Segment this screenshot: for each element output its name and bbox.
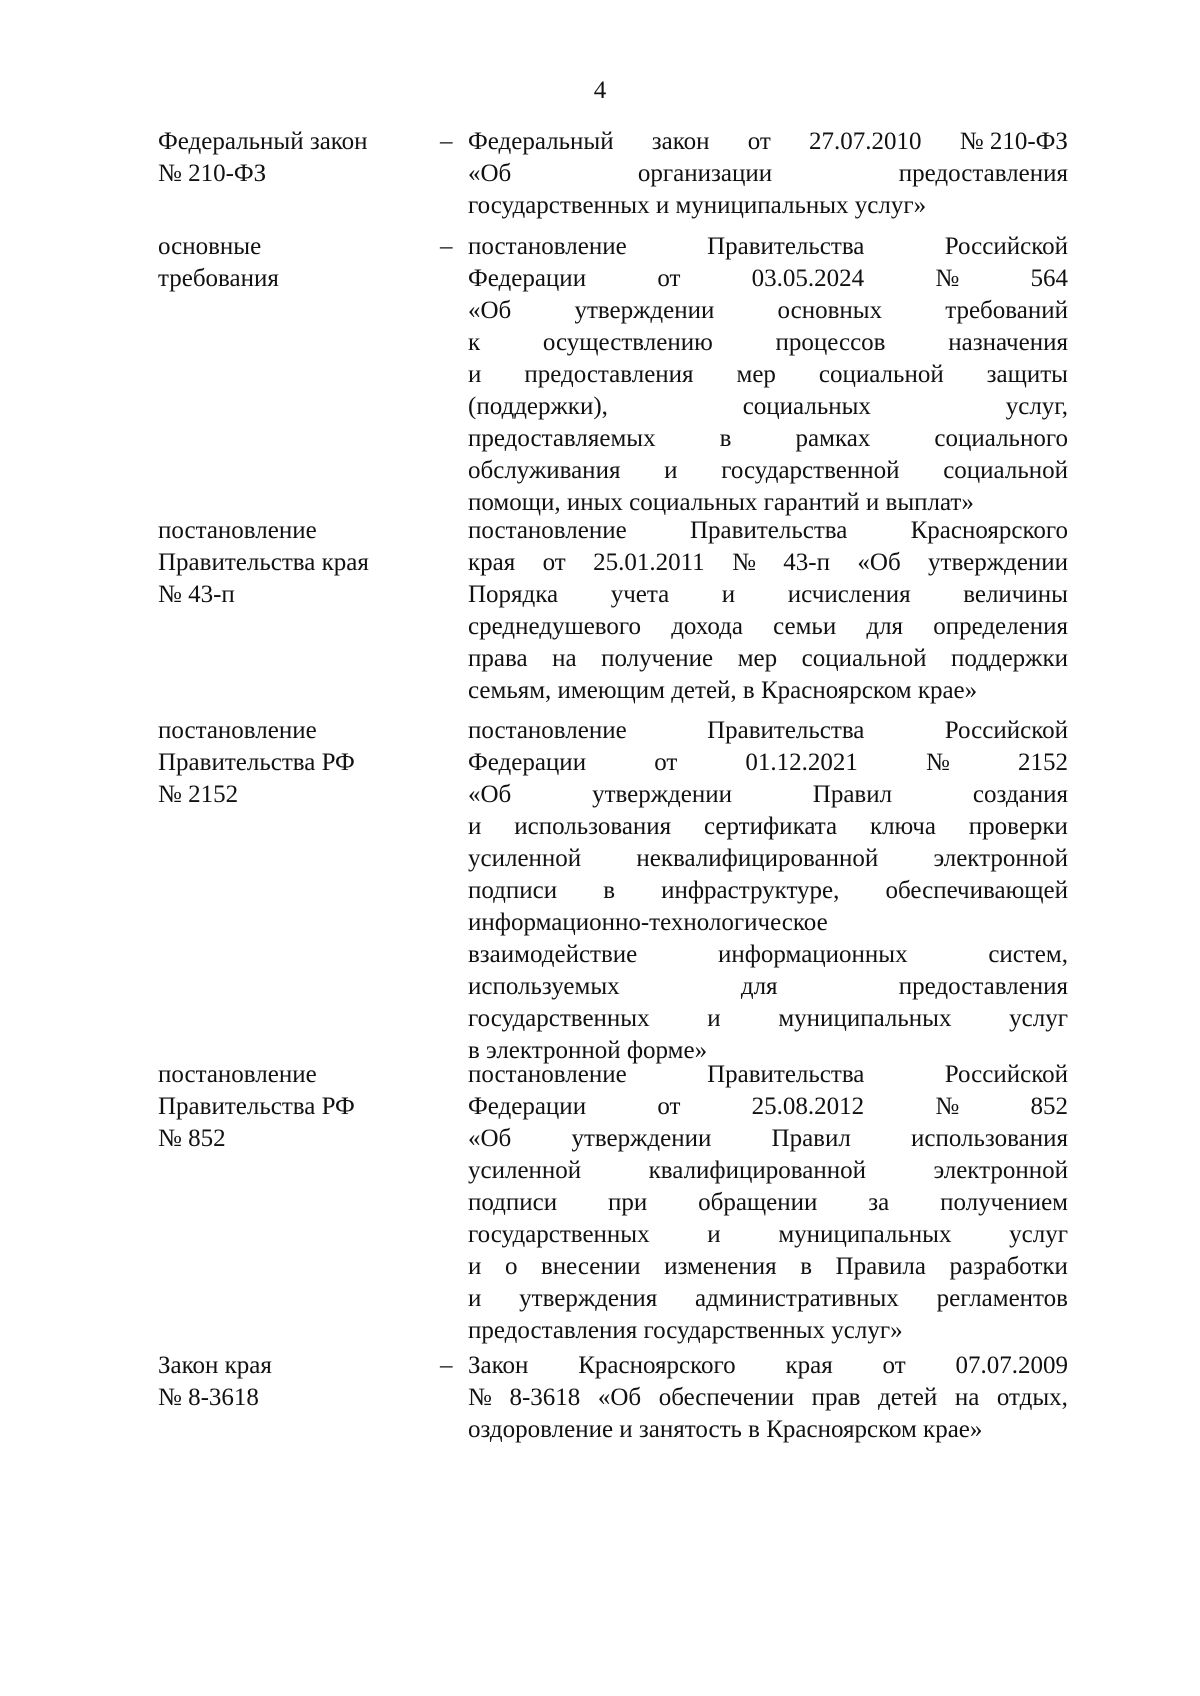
definition-word: мер [737,645,778,672]
entry-definition [468,1059,1068,1347]
definition-word: услуг [1009,1005,1068,1032]
page-number: 4 [593,77,607,104]
definition-word: на [954,1384,980,1411]
definition-word: предоставляемых [468,425,656,452]
definition-word: Правила [835,1253,926,1280]
entry-term: постановление Правительства РФ № 852 [158,1061,355,1152]
definition-word: государственных [468,1005,650,1032]
definition-word: Правил [812,781,893,808]
definition-word: административных [694,1285,899,1312]
definition-word: обеспечении [658,1384,795,1411]
definition-entry [158,126,1068,219]
definition-word: величины [963,581,1068,608]
definition-entry [158,515,1068,704]
definition-word: предоставления [898,973,1068,1000]
definition-word: и [468,1285,482,1312]
definition-word: от [654,749,678,776]
definition-entry [158,1350,1068,1443]
definition-word: 07.07.2009 [955,1352,1068,1379]
entry-dash: – [440,233,453,260]
definition-word: проверки [968,813,1068,840]
definition-line [468,811,1068,843]
definition-word: 01.12.2021 [745,749,858,776]
definition-word: в [603,877,616,904]
entry-definition [468,715,1068,1067]
definition-word: взаимодействие [468,941,638,968]
definition-word: социального [934,425,1068,452]
definition-word: основных [777,297,883,324]
definition-word: усиленной [468,845,582,872]
definition-word: и [707,1005,721,1032]
definition-word: Федеральный [468,128,614,155]
definition-line [468,1123,1068,1155]
definition-word: (поддержки), [468,393,608,420]
definition-word: усиленной [468,1157,582,1184]
entry-term: основные требования [158,233,279,292]
definition-line [468,231,1068,263]
definition-word: процессов [775,329,886,356]
definition-word: от [747,128,771,155]
definition-word: № [935,265,960,292]
definition-line [468,1155,1068,1187]
definition-line [468,1187,1068,1219]
definition-word: Правительства [707,717,865,744]
definition-word: дохода [671,613,743,640]
definition-line [468,611,1068,643]
definition-word: квалифицированной [648,1157,866,1184]
definition-line [468,643,1068,675]
definition-word: обращении [698,1189,818,1216]
definition-word: «Об [468,297,512,324]
definition-line [468,547,1068,579]
definition-word: социальной [943,457,1068,484]
definition-word: государственной [721,457,900,484]
definition-word: рамках [795,425,871,452]
definition-word: неквалифицированной [636,845,879,872]
definition-word: для [866,613,904,640]
definition-word: права [468,645,528,672]
definition-word: от [657,1093,681,1120]
definition-word: услуг, [1005,393,1068,420]
definition-word: назначения [948,329,1068,356]
definition-word: внесении [540,1253,641,1280]
definition-line [468,579,1068,611]
entry-definition [468,231,1068,519]
definition-line [468,1283,1068,1315]
definition-word: за [868,1189,890,1216]
definition-line [468,263,1068,295]
definition-word: детей [878,1384,938,1411]
definition-word: используемых [468,973,620,1000]
definition-word: защиты [986,361,1068,388]
definition-line [468,843,1068,875]
definition-word: и [468,361,482,388]
definition-text: помощи, иных социальных гарантий и выплат» [468,489,974,516]
definition-line [468,515,1068,547]
definition-line [468,1003,1068,1035]
definition-word: в [719,425,732,452]
definition-word: использования [514,813,672,840]
definition-line [468,327,1068,359]
definition-word: постановление [468,233,627,260]
definition-word: № [935,1093,960,1120]
definition-line [468,190,1068,222]
definition-word: 27.07.2010 [809,128,922,155]
definition-word: утверждении [928,549,1068,576]
definition-word: о [504,1253,518,1280]
definition-word: осуществлению [542,329,713,356]
definition-word: разработки [949,1253,1068,1280]
definition-line [468,295,1068,327]
definition-line [468,1251,1068,1283]
entry-term: Федеральный закон № 210-ФЗ [158,128,368,187]
definition-word: Российской [944,233,1068,260]
definition-word: от [882,1352,906,1379]
definition-line [468,675,1068,707]
definition-line [468,875,1068,907]
definition-word: обслуживания [468,457,621,484]
definition-word: Федерации [468,265,587,292]
definition-word: Красноярского [910,517,1068,544]
definition-word: Российской [944,1061,1068,1088]
definition-word: и [468,813,482,840]
definition-word: прав [811,1384,861,1411]
definition-line [468,423,1068,455]
definition-word: Федерации [468,749,587,776]
definition-word: от [657,265,681,292]
definition-word: постановление [468,717,627,744]
definition-word: обеспечивающей [885,877,1068,904]
definition-word: при [607,1189,648,1216]
definition-word: края [785,1352,833,1379]
definition-word: учета [610,581,670,608]
definition-word: муниципальных [778,1005,952,1032]
definition-line [468,1414,1068,1446]
definition-line [468,907,1068,939]
definition-word: № [732,549,756,576]
definition-word: использования [911,1125,1068,1152]
definition-line [468,1382,1068,1414]
definition-word: Правил [771,1125,851,1152]
definition-line [468,715,1068,747]
definition-word: подписи [468,877,558,904]
definition-word: от [542,549,566,576]
definition-word: семьи [773,613,837,640]
definition-word: «Об [597,1384,642,1411]
definition-word: Закон [468,1352,529,1379]
definition-word: исчисления [787,581,911,608]
definition-line [468,939,1068,971]
definition-word: в [800,1253,812,1280]
definition-word: «Об [468,160,512,187]
definition-word: Порядка [468,581,559,608]
definition-word: получением [940,1189,1068,1216]
definition-word: Федерации [468,1093,587,1120]
entry-term: Закон края № 8-3618 [158,1352,272,1411]
definition-text: предоставления государственных услуг» [468,1317,903,1344]
definition-word: и [664,457,678,484]
definition-word: электронной [933,1157,1068,1184]
definition-word: сертификата [704,813,838,840]
definition-word: подписи [468,1189,558,1216]
definition-word: на [552,645,577,672]
definition-line [468,391,1068,423]
definition-word: электронной [933,845,1068,872]
definition-word: Правительства [707,233,865,260]
definition-word: и [468,1253,482,1280]
definition-word: и [707,1221,721,1248]
definition-text: оздоровление и занятость в Красноярском крае» [468,1416,983,1443]
definition-text: семьям, имеющим детей, в Красноярском крае» [468,677,978,704]
entry-dash: – [440,128,453,155]
definition-word: муниципальных [778,1221,952,1248]
definition-word: социальных [742,393,871,420]
definition-word: утверждении [571,1125,712,1152]
definition-word: 43-п [783,549,831,576]
definition-word: инфраструктуре, [661,877,840,904]
definition-word: изменения [664,1253,777,1280]
definition-word: 25.01.2011 [593,549,705,576]
definition-text: в электронной форме» [468,1037,708,1064]
definition-word: предоставления [524,361,694,388]
entry-term: постановление Правительства края № 43-п [158,517,369,608]
definition-word: утверждении [574,297,715,324]
entry-definition [468,126,1068,222]
definition-line [468,1219,1068,1251]
definition-word: постановление [468,1061,627,1088]
definition-word: 852 [1030,1093,1068,1120]
definition-word: Российской [944,717,1068,744]
definition-word: социальной [801,645,927,672]
definition-word: создания [972,781,1068,808]
definition-word: «Об [857,549,901,576]
definition-word: 2152 [1017,749,1068,776]
definition-word: № [468,1384,492,1411]
definition-word: государственных [468,1221,650,1248]
definition-line [468,1091,1068,1123]
definition-word: среднедушевого [468,613,642,640]
definition-word: требований [945,297,1068,324]
definition-word: закон [651,128,710,155]
definition-line [468,1350,1068,1382]
definition-word: Правительства [690,517,848,544]
definition-word: отдых, [996,1384,1068,1411]
definition-word: 25.08.2012 [751,1093,865,1120]
definition-word: 03.05.2024 [751,265,865,292]
definition-line [468,126,1068,158]
definition-word: поддержки [950,645,1068,672]
definition-entry [158,1059,1068,1344]
definition-word: «Об [468,1125,512,1152]
definition-word: Правительства [707,1061,865,1088]
definition-line [468,971,1068,1003]
definition-word: постановление [468,517,627,544]
definition-word: 8-3618 [509,1384,581,1411]
definition-word: к [468,329,481,356]
definition-line [468,455,1068,487]
definition-line [468,779,1068,811]
definition-line [468,1315,1068,1347]
definition-line [468,1059,1068,1091]
definition-word: утверждения [519,1285,658,1312]
definition-word: 564 [1030,265,1068,292]
entry-definition [468,1350,1068,1446]
definition-word: «Об [468,781,512,808]
definition-word: мер [736,361,776,388]
definition-word: утверждении [592,781,732,808]
definition-word: № [926,749,950,776]
definition-word: № 210-ФЗ [959,128,1068,155]
definition-entry [158,231,1068,516]
definition-word: информационных [717,941,908,968]
definition-word: и [721,581,736,608]
definition-word: социальной [818,361,944,388]
definition-word: получение [601,645,714,672]
definition-word: организации [637,160,773,187]
definition-line [468,747,1068,779]
definition-text: государственных и муниципальных услуг» [468,192,927,219]
entry-dash: – [440,1352,453,1379]
definition-line [468,359,1068,391]
definition-word: предоставления [898,160,1068,187]
definition-word: услуг [1009,1221,1068,1248]
entry-term: постановление Правительства РФ № 2152 [158,717,355,808]
definition-entry [158,715,1068,1064]
definition-word: края [468,549,516,576]
definition-line [468,158,1068,190]
definition-word: ключа [869,813,936,840]
definition-word: Красноярского [578,1352,736,1379]
entry-definition [468,515,1068,707]
definition-word: определения [933,613,1068,640]
definition-word: систем, [988,941,1068,968]
definition-word: для [740,973,778,1000]
definition-word: регламентов [936,1285,1068,1312]
definition-text: информационно-технологическое [468,909,828,936]
